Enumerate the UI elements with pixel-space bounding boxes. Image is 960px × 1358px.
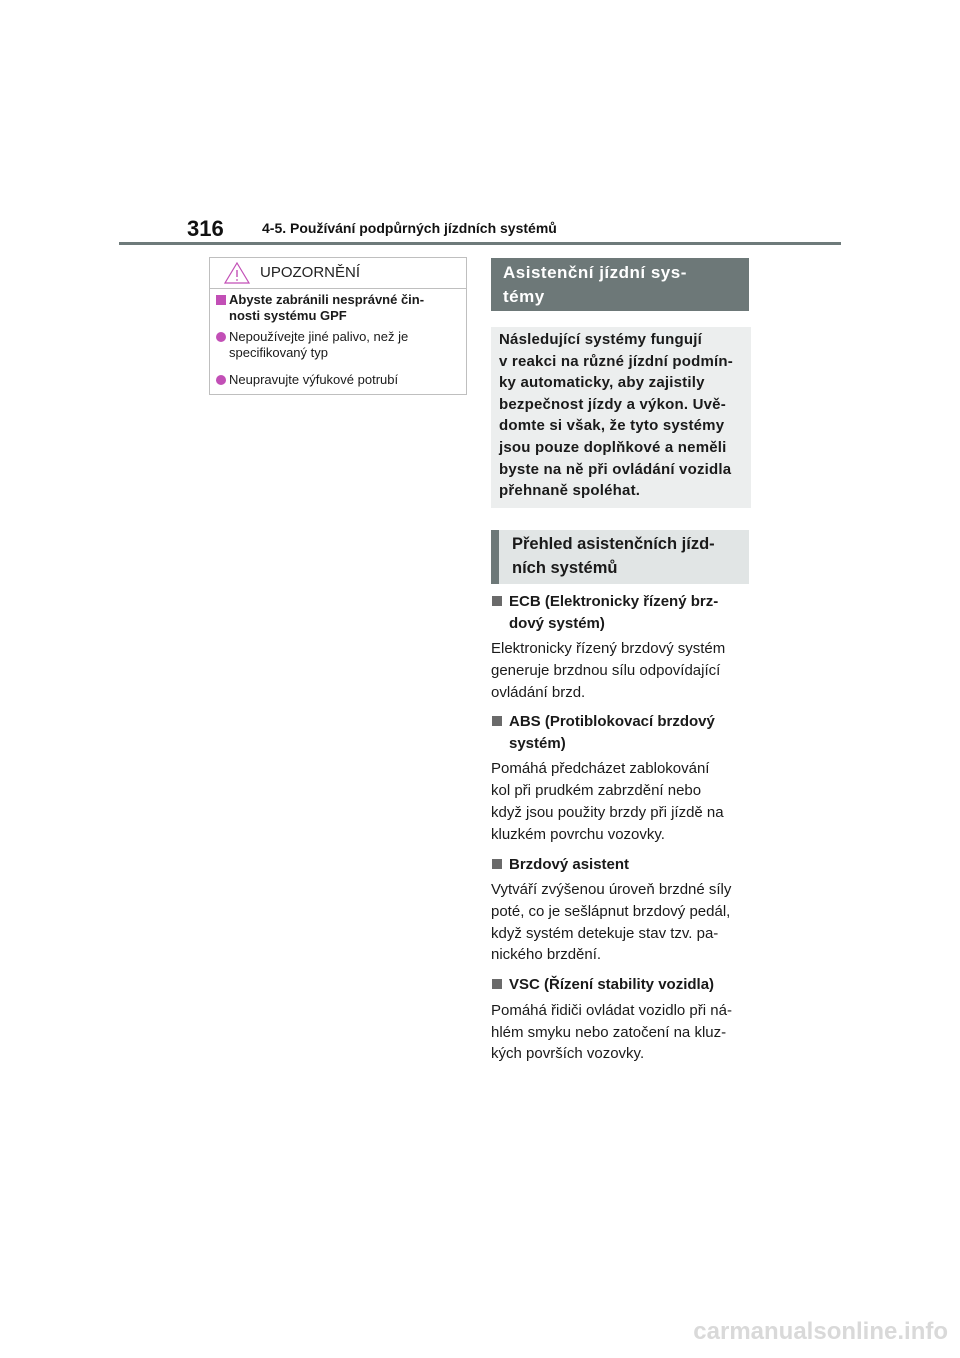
heading-assist-systems-line-1: Asistenční jízdní sys- — [503, 263, 687, 282]
item-body-line: Pomáhá předcházet zablokování — [491, 760, 710, 778]
caution-item-1-line-1: Abyste zabránili nesprávné čin- — [229, 292, 425, 307]
system-list — [491, 591, 753, 1073]
item-body-line: nického brzdění. — [491, 946, 602, 964]
item-body — [491, 758, 753, 845]
watermark: carmanualsonline.info — [693, 1318, 948, 1345]
item-body — [491, 1000, 753, 1065]
heading-assist-systems-line-2: témy — [503, 287, 545, 306]
square-bullet-icon — [492, 596, 502, 606]
list-item — [491, 711, 753, 845]
warning-triangle-icon — [224, 262, 250, 284]
section-title: 4-5. Používání podpůrných jízdních systémů — [262, 220, 557, 236]
square-bullet-icon — [216, 295, 226, 305]
square-bullet-icon — [492, 716, 502, 726]
intro-line: přehnaně spoléhat. — [499, 482, 641, 500]
item-body-line: poté, co je sešlápnut brzdový pedál, — [491, 902, 731, 920]
caution-box — [209, 257, 467, 395]
item-title-line: ABS (Protiblokovací brzdový — [509, 713, 715, 731]
item-body-line: kol při prudkém zabrzdění nebo — [491, 782, 702, 800]
circle-bullet-icon — [216, 375, 226, 385]
list-item — [491, 854, 753, 967]
list-item — [491, 591, 753, 703]
circle-bullet-icon — [216, 332, 226, 342]
intro-line: byste na ně při ovládání vozidla — [499, 460, 732, 478]
caution-title: UPOZORNĚNÍ — [260, 264, 361, 281]
item-body-line: Vytváří zvýšenou úroveň brzdné síly — [491, 881, 732, 899]
intro-line: Následující systémy fungují — [499, 331, 702, 348]
heading-assist-systems — [491, 258, 749, 311]
caution-item-2-line-1: Nepoužívejte jiné palivo, než je — [229, 329, 409, 344]
intro-line: v reakci na různé jízdní podmín- — [499, 352, 733, 370]
item-title — [491, 854, 753, 876]
item-title-line: ECB (Elektronicky řízený brz- — [509, 593, 719, 610]
square-bullet-icon — [492, 979, 502, 989]
item-body-line: Elektronicky řízený brzdový systém — [491, 640, 726, 657]
intro-line: domte si však, že tyto systémy — [499, 417, 725, 435]
item-title-line: Brzdový asistent — [509, 855, 630, 873]
item-title-line: VSC (Řízení stability vozidla) — [509, 976, 715, 994]
heading-overview-line-2: ních systémů — [512, 559, 618, 577]
item-title-line: dový systém) — [509, 614, 605, 632]
item-body-line: generuje brzdnou sílu odpovídající — [491, 661, 721, 679]
page-number: 316 — [187, 216, 224, 241]
square-bullet-icon — [492, 859, 502, 869]
item-body-line: Pomáhá řidiči ovládat vozidlo při ná- — [491, 1001, 732, 1019]
intro-line: jsou pouze doplňkové a neměli — [499, 438, 727, 456]
caution-item-2-line-2: specifikovaný typ — [229, 345, 328, 360]
header-rule — [119, 242, 841, 245]
intro-line: ky automaticky, aby zajistily — [499, 374, 705, 392]
item-title — [491, 591, 753, 634]
item-body — [491, 879, 753, 966]
item-body-line: když systém detekuje stav tzv. pa- — [491, 924, 719, 942]
item-body-line: kých površích vozovky. — [491, 1045, 645, 1063]
item-body-line: ovládání brzd. — [491, 683, 586, 701]
heading-overview — [491, 530, 749, 584]
item-title-line: systém) — [509, 734, 566, 752]
intro-line: bezpečnost jízdy a výkon. Uvě- — [499, 395, 726, 413]
caution-item-1-line-2: nosti systému GPF — [229, 308, 347, 323]
item-body-line: kluzkém povrchu vozovky. — [491, 825, 665, 843]
list-item — [491, 974, 753, 1065]
heading-overview-line-1: Přehled asistenčních jízd- — [512, 535, 715, 553]
item-title — [491, 711, 753, 754]
caution-item-3-text: Neupravujte výfukové potrubí — [229, 372, 399, 387]
item-body-line: když jsou použity brzdy při jízdě na — [491, 803, 724, 821]
caution-header — [210, 258, 466, 289]
item-body-line: hlém smyku nebo zatočení na kluz- — [491, 1023, 727, 1041]
intro-box — [491, 327, 751, 508]
item-body — [491, 638, 753, 703]
item-title — [491, 974, 753, 996]
